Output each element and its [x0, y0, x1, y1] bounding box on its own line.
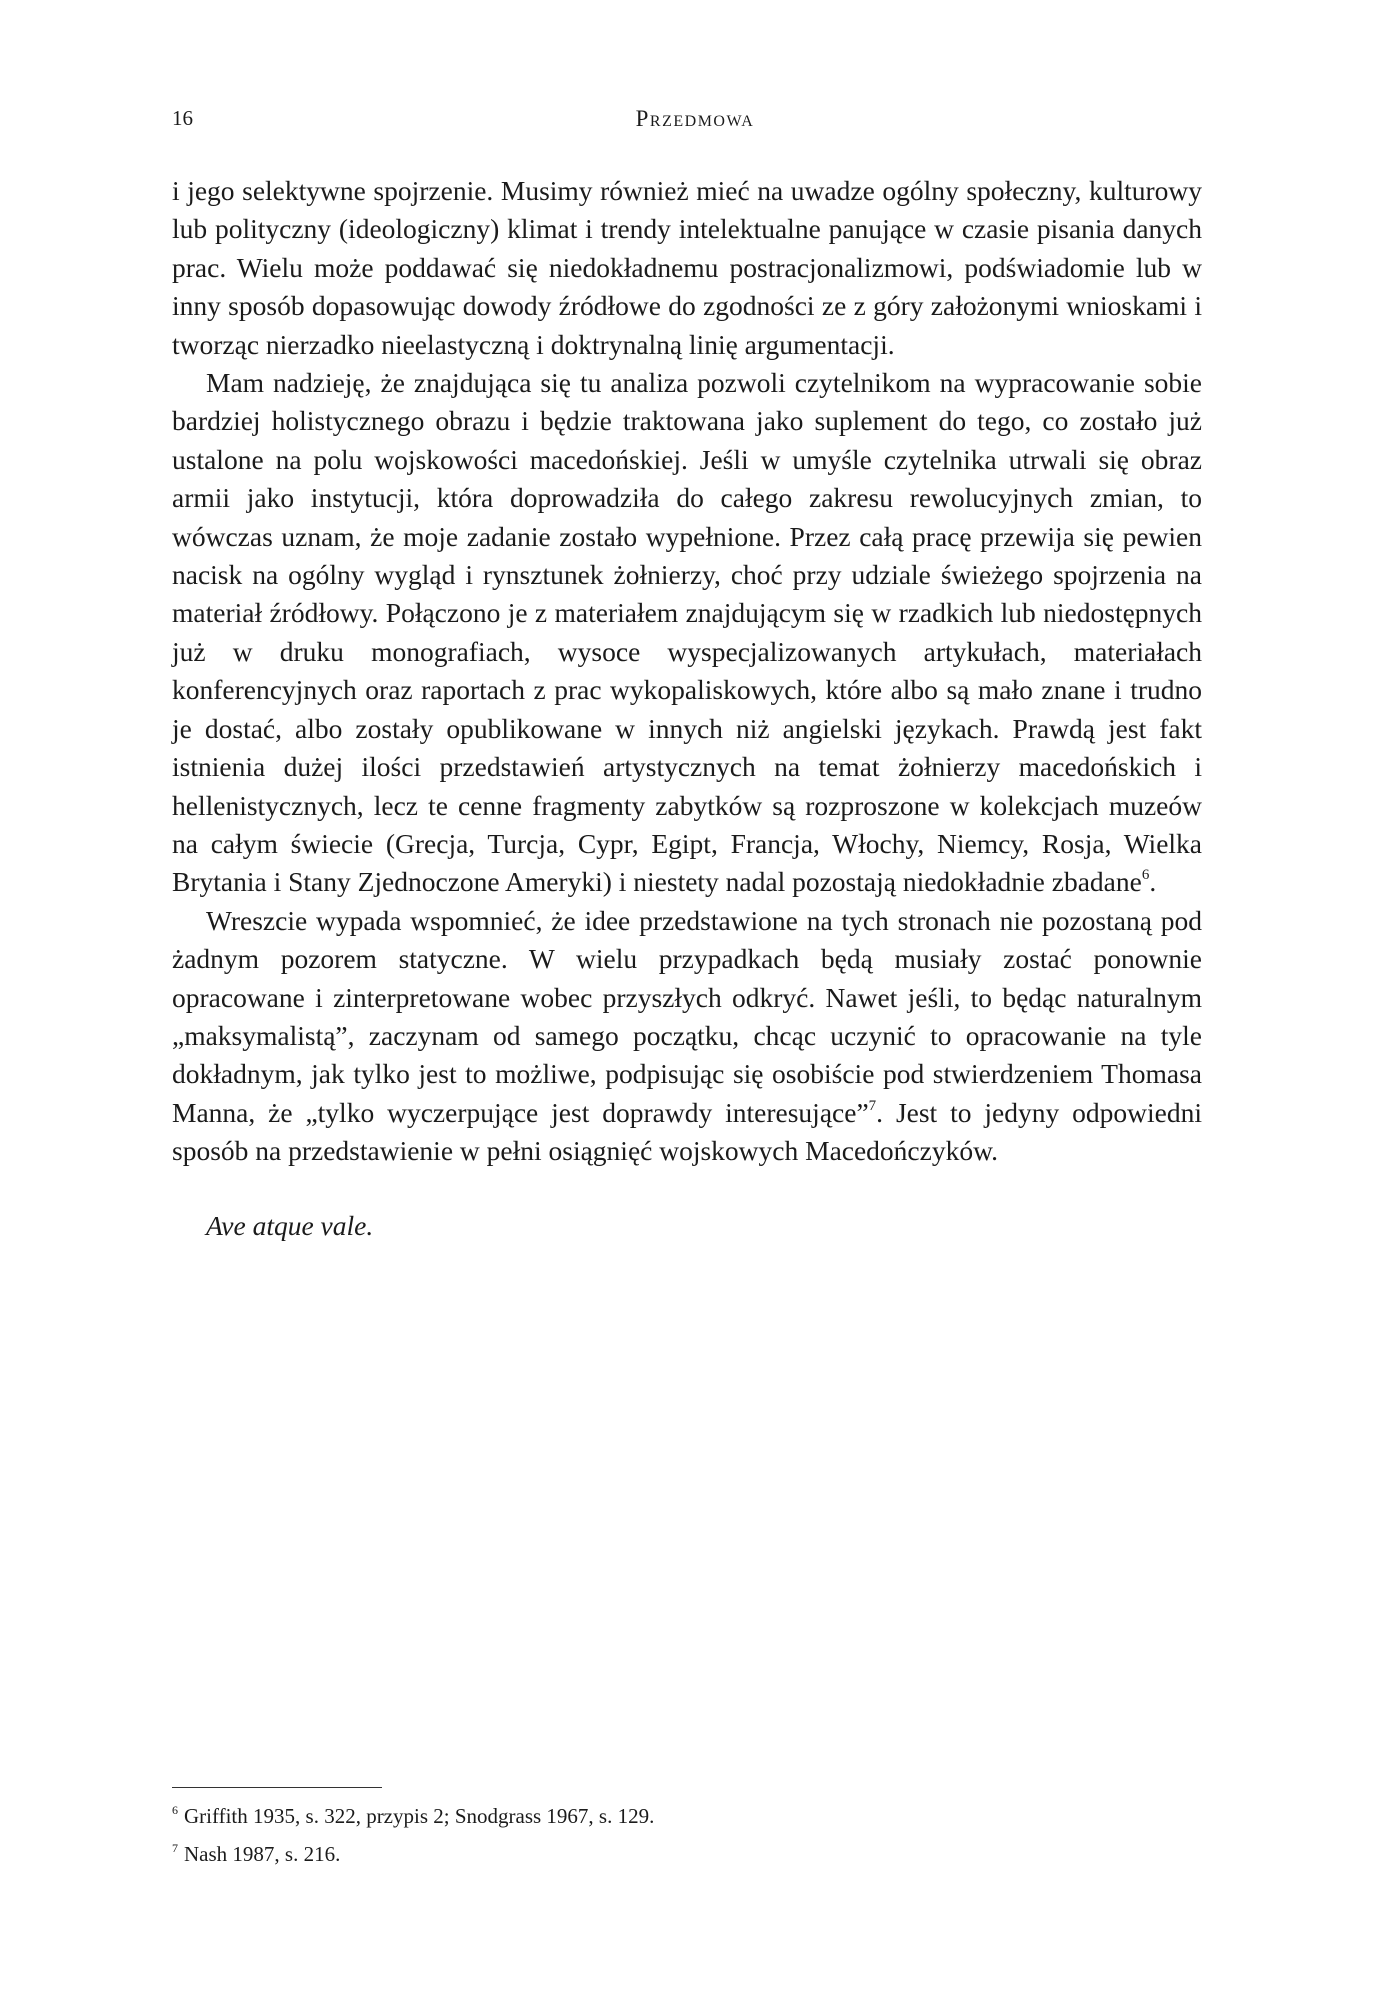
- footnote-text: Nash 1987, s. 216.: [184, 1842, 341, 1866]
- footnote-text: Griffith 1935, s. 322, przypis 2; Snodgrass 1967, s. 129.: [184, 1804, 655, 1828]
- footnote-ref-6[interactable]: 6: [1141, 867, 1150, 884]
- footnote-ref-7[interactable]: 7: [868, 1097, 877, 1114]
- footnote-7: [172, 1835, 1202, 1873]
- body-text: [172, 172, 1202, 1245]
- paragraph-2: [172, 364, 1202, 902]
- footnotes: [172, 1797, 1202, 1873]
- paragraph-3-tail: . Jest to jedyny odpowiedni sposób na przedstawienie w pełni osiągnięć wojskowych Macedończyków.: [172, 1096, 1202, 1167]
- section-title: Przedmowa: [635, 106, 755, 131]
- page-number: 16: [172, 106, 193, 130]
- closing-salutation: Ave atque vale.: [206, 1209, 374, 1241]
- footnote-marker: 6: [172, 1803, 178, 1817]
- paragraph-2-text: Mam nadzieję, że znajdująca się tu analiza pozwoli czytelnikom na wypracowanie sobie bardziej holistycznego obrazu i będzie traktowana jako suplement do tego, co zostało już ustalone na polu wojskowości macedońskiej. Jeśli w umyśle czytelnika utrwali się obraz armii jako instytucji, która doprowadziła do całego zakresu rewolucyjnych zmian, to wówczas uznam, że moje zadanie zostało wypełnione. Przez całą pracę przewija się pewien nacisk na ogólny wygląd i rynsztunek żołnierzy, choć przy udziale świeżego spojrzenia na materiał źródłowy. Połączono je z materiałem znajdującym się w rzadkich lub niedostępnych już w druku monografiach, wysoce wyspecjalizowanych artykułach, materiałach konferencyjnych oraz raportach z prac wykopaliskowych, które albo są mało znane i trudno je dostać, albo zostały opublikowane w innych niż angielski językach. Prawdą jest fakt istnienia dużej ilości przedstawień artystycznych na temat żołnierzy macedońskich i hellenistycznych, lecz te cenne fragmenty zabytków są rozproszone w kolekcjach muzeów na całym świecie (Grecja, Turcja, Cypr, Egipt, Francja, Włochy, Niemcy, Rosja, Wielka Brytania i Stany Zjednoczone Ameryki) i niestety nadal pozostają niedokładnie zbadane: [172, 367, 1202, 898]
- paragraph-1-text: i jego selektywne spojrzenie. Musimy również mieć na uwadze ogólny społeczny, kulturowy lub polityczny (ideologiczny) klimat i trendy intelektualne panujące w czasie pisania danych prac. Wielu może poddawać się niedokładnemu postracjonalizmowi, podświadomie lub w inny sposób dopasowując dowody źródłowe do zgodności ze z góry założonymi wnioskami i tworząc nierzadko nieelastyczną i doktrynalną linię argumentacji.: [172, 175, 1202, 360]
- footnote-6: [172, 1797, 1202, 1835]
- footnote-divider: [172, 1787, 382, 1788]
- footnote-marker: 7: [172, 1841, 178, 1855]
- paragraph-3: [172, 902, 1202, 1171]
- paragraph-3-text: Wreszcie wypada wspomnieć, że idee przedstawione na tych stronach nie pozostaną pod żadnym pozorem statyczne. W wielu przypadkach będą musiały zostać ponownie opracowane i zinterpretowane wobec przyszłych odkryć. Nawet jeśli, to będąc naturalnym „maksymalistą”, zaczynam od samego początku, chcąc uczynić to opracowanie na tyle dokładnym, jak tylko jest to możliwe, podpisując się osobiście pod stwierdzeniem Thomasa Manna, że „tylko wyczerpujące jest doprawdy interesujące”: [172, 904, 1202, 1128]
- paragraph-2-tail: .: [1149, 866, 1157, 898]
- paragraph-1: [172, 172, 1202, 364]
- running-head: [172, 106, 1218, 138]
